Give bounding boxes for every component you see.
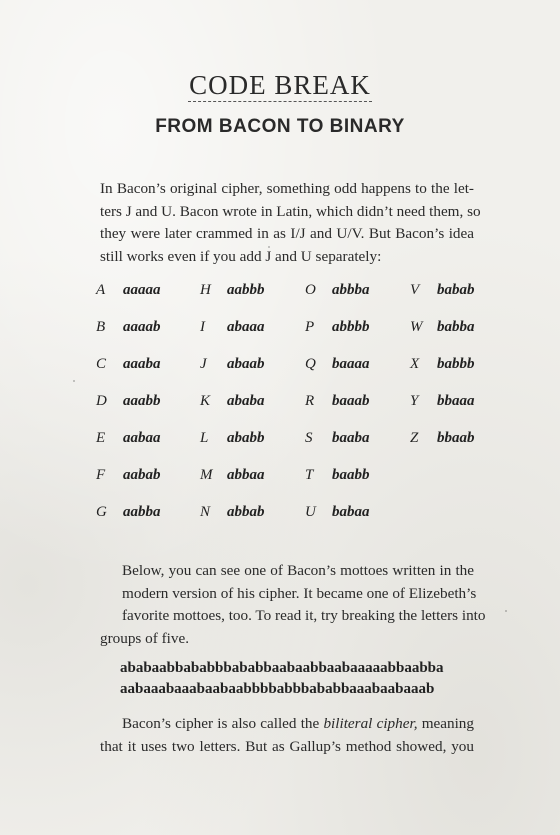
page-subtitle: FROM BACON TO BINARY	[155, 116, 405, 137]
cipher-code: babaa	[332, 504, 370, 520]
cipher-letter: K	[200, 393, 211, 409]
cipher-letter: Q	[305, 356, 316, 372]
cipher-code: aabba	[123, 504, 161, 520]
cipher-code: babba	[437, 319, 475, 335]
title-underline	[188, 101, 372, 102]
cipher-code: bbaaa	[437, 393, 475, 409]
body-line: favorite mottoes, too. To read it, try breaking the letters into	[122, 607, 486, 624]
cipher-letter: B	[96, 319, 106, 335]
closing-text: meaning	[417, 715, 474, 732]
closing-line	[100, 713, 474, 736]
intro-line: In Bacon’s original cipher, something odd happens to the let-	[100, 180, 474, 197]
motto-line: aabaaabaaabaabaabbbbabbbababbaaabaabaaab	[120, 681, 435, 697]
cipher-code: aaaaa	[123, 282, 161, 298]
cipher-letter: L	[200, 430, 209, 446]
cipher-letter: H	[200, 282, 211, 298]
cipher-code: baabb	[332, 467, 370, 483]
cipher-letter: M	[200, 467, 213, 483]
cipher-letter: U	[305, 504, 316, 520]
cipher-code: aabbb	[227, 282, 265, 298]
paper-speck	[268, 246, 270, 248]
closing-line: that it uses two letters. But as Gallup’s method showed, you	[100, 737, 474, 755]
cipher-letter: Y	[410, 393, 419, 409]
cipher-code: aaaba	[123, 356, 161, 372]
cipher-letter: O	[305, 282, 316, 298]
cipher-letter: E	[96, 430, 106, 446]
cipher-code: abbaa	[227, 467, 265, 483]
cipher-code: abbba	[332, 282, 370, 298]
encoded-motto	[120, 658, 450, 700]
body-line: groups of five.	[100, 629, 189, 647]
cipher-letter: D	[96, 393, 107, 409]
cipher-code: babbb	[437, 356, 475, 372]
cipher-letter: A	[96, 282, 106, 298]
cipher-letter: N	[200, 504, 211, 520]
page-title: CODE BREAK	[189, 70, 371, 100]
cipher-code: aaabb	[123, 393, 161, 409]
intro-paragraph	[100, 178, 481, 268]
cipher-code: baaba	[332, 430, 370, 446]
cipher-letter: J	[200, 356, 207, 372]
cipher-code: babab	[437, 282, 475, 298]
cipher-code: abaab	[227, 356, 265, 372]
intro-line: they were later crammed in as I/J and U/V. But Bacon’s idea	[100, 225, 474, 242]
cipher-letter: P	[305, 319, 315, 335]
cipher-code: abaaa	[227, 319, 265, 335]
intro-line: still works even if you add J and U separately:	[100, 247, 382, 265]
cipher-letter: F	[96, 467, 106, 483]
cipher-letter: I	[200, 319, 205, 335]
cipher-code: bbaab	[437, 430, 475, 446]
body-line: Below, you can see one of Bacon’s mottoes written in the	[122, 562, 474, 579]
cipher-letter: G	[96, 504, 107, 520]
biliteral-term: biliteral cipher,	[323, 715, 418, 732]
cipher-letter: X	[410, 356, 420, 372]
cipher-code: baaab	[332, 393, 370, 409]
cipher-letter: C	[96, 356, 107, 372]
cipher-code: ababb	[227, 430, 265, 446]
cipher-letter: W	[410, 319, 423, 335]
cipher-code: aabab	[123, 467, 161, 483]
body-line: modern version of his cipher. It became one of Elizebeth’s	[122, 584, 477, 602]
cipher-code: abbab	[227, 504, 265, 520]
cipher-code: aaaab	[123, 319, 161, 335]
cipher-code: aabaa	[123, 430, 161, 446]
body-paragraph	[100, 560, 486, 650]
motto-line: ababaabbababbbababbaabaabbaabaaaaabbaabba	[120, 660, 444, 676]
cipher-code: baaaa	[332, 356, 370, 372]
paper-speck	[505, 610, 507, 612]
cipher-code: ababa	[227, 393, 265, 409]
cipher-letter: V	[410, 282, 420, 298]
cipher-letter: R	[305, 393, 315, 409]
closing-text: Bacon’s cipher is also called the	[122, 715, 324, 732]
cipher-letter: S	[305, 430, 313, 446]
cipher-code: abbbb	[332, 319, 370, 335]
cipher-letter: T	[305, 467, 314, 483]
closing-paragraph	[100, 713, 474, 758]
cipher-letter: Z	[410, 430, 419, 446]
intro-line: ters J and U. Bacon wrote in Latin, which didn’t need them, so	[100, 202, 481, 220]
paper-speck	[73, 380, 75, 382]
